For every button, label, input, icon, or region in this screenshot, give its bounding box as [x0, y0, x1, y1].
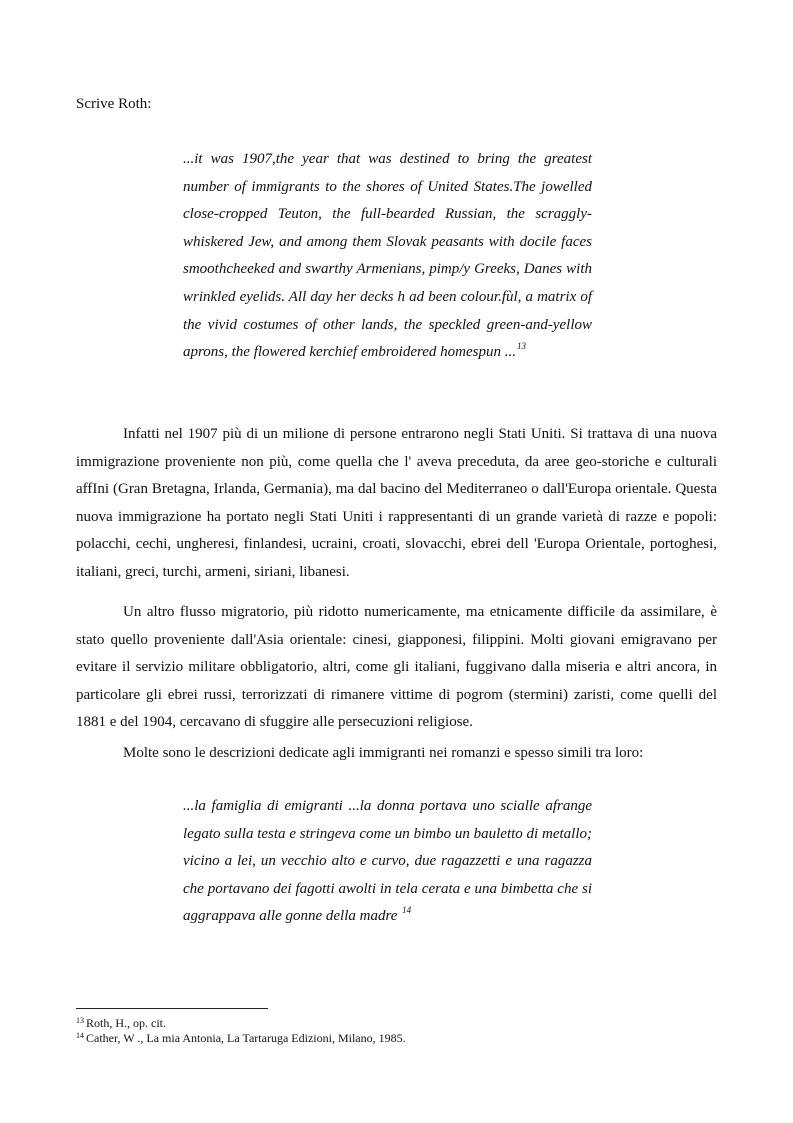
footnote-text: Cather, W ., La mia Antonia, La Tartaruga Edizioni, Milano, 1985.: [86, 1031, 406, 1045]
footnote-ref-13[interactable]: 13: [517, 341, 526, 352]
footnote-ref-14[interactable]: 14: [402, 905, 412, 916]
block-quote-cather: [183, 793, 592, 931]
footnote-number: 14: [76, 1031, 84, 1040]
body-paragraph: Molte sono le descrizioni dedicate agli immigranti nei romanzi e spesso simili tra loro:: [123, 745, 644, 761]
footnote: [76, 1031, 406, 1045]
quote-text: ...la famiglia di emigranti ...la donna portava uno scialle afrange legato sulla testa e stringeva come un bimbo un bauletto di metallo; vicino a lei, un vecchio alto e curvo, due ragazzetti e una ragazza che portavano dei fagotti awolti in tela cerata e una bimbetta che si aggrappava alle gonne della madre: [183, 798, 592, 925]
footnote-divider: [76, 1008, 268, 1009]
quote-text: ...it was 1907,the year that was destined to bring the greatest number of immigrants to the shores of United States.The jowelled close-cropped Teuton, the full-bearded Russian, the scraggly-whiskered Jew, and among them Slovak peasants with docile faces smoothcheeked and swarthy Armenians, pimp/y Greeks, Danes with wrinkled eyelids. All day her decks h ad been colour.fùl, a matrix of the vivid costumes of other lands, the speckled green-and-yellow aprons, the flowered kerchief embroidered homespun ...: [183, 151, 592, 361]
intro-line: Scrive Roth:: [76, 96, 152, 112]
footnote-number: 13: [76, 1016, 84, 1025]
body-paragraph: Un altro flusso migratorio, più ridotto numericamente, ma etnicamente difficile da assimilare, è stato quello proveniente dall'Asia orientale: cinesi, giapponesi, filippini. Molti giovani emigravano per evitare il servizio militare obbligatorio, altri, come gli italiani, fuggivano dalla miseria e altri ancora, in particolare gli ebrei russi, terrorizzati di rimanere vittime di pogrom (stermini) zaristi, come quelli del 1881 e del 1904, cercavano di sfuggire alle persecuzioni religiose.: [76, 604, 717, 731]
footnote: [76, 1016, 166, 1030]
footnote-text: Roth, H., op. cit.: [86, 1016, 166, 1030]
block-quote-roth: [183, 146, 592, 367]
body-paragraph: Infatti nel 1907 più di un milione di persone entrarono negli Stati Uniti. Si trattava di una nuova immigrazione proveniente non più, come quella che l' aveva preceduta, da aree geo-storiche e culturali affIni (Gran Bretagna, Irlanda, Germania), ma dal bacino del Mediterraneo o dall'Europa orientale. Questa nuova immigrazione ha portato negli Stati Uniti i rappresentanti di un grande varietà di razze e popoli: polacchi, cechi, ungheresi, finlandesi, ucraini, croati, slovacchi, ebrei dell 'Europa Orientale, portoghesi, italiani, greci, turchi, armeni, siriani, libanesi.: [76, 426, 717, 580]
